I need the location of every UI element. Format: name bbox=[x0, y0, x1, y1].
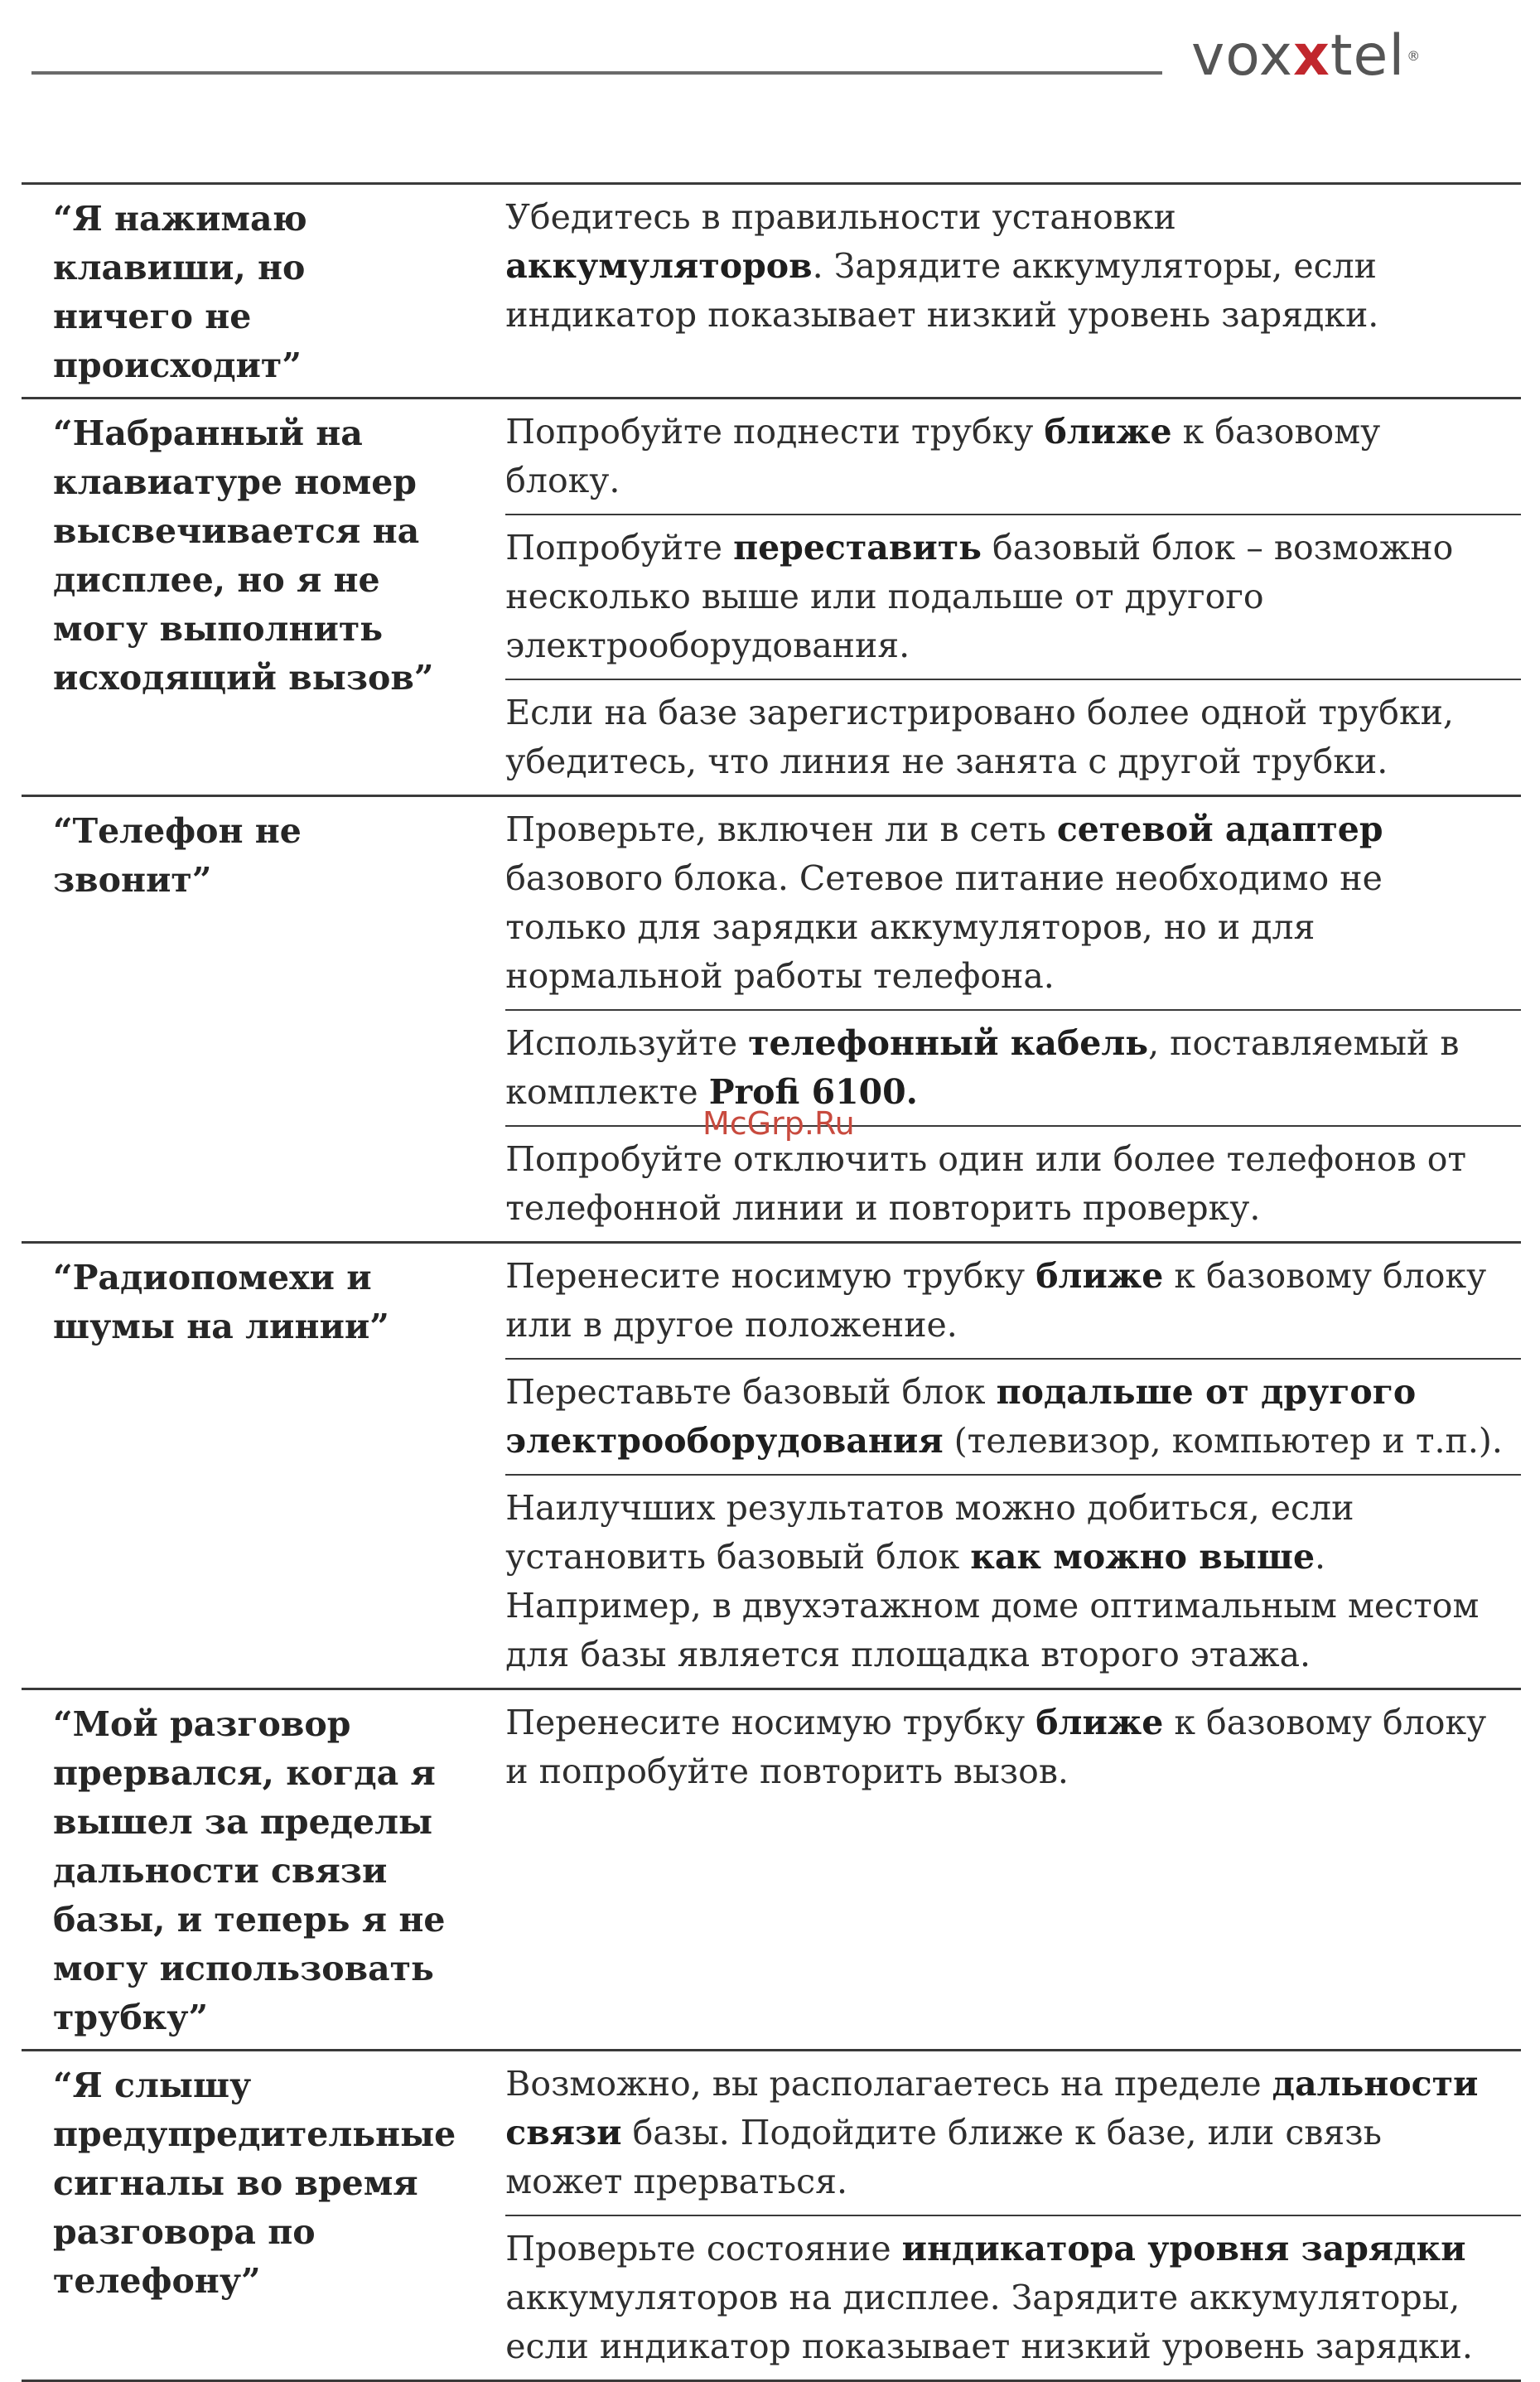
solution-text: Попробуйте поднести трубку bbox=[505, 412, 1045, 452]
solution-text: Убедитесь в правильности установки bbox=[505, 197, 1176, 237]
solution-emphasis: переставить bbox=[733, 528, 982, 568]
solution-cell bbox=[505, 1126, 1521, 1243]
table-row bbox=[22, 1689, 1521, 2051]
solution-text: . Зарядите аккумуляторы, если индикатор показывает низкий уровень зарядки. bbox=[505, 246, 1379, 335]
solution-text: , поставляемый в комплекте bbox=[505, 1023, 1460, 1112]
solution-text: Перенесите носимую трубку bbox=[505, 1703, 1036, 1742]
problem-cell: “Телефон не звонит” bbox=[53, 811, 302, 900]
solution-text: Возможно, вы располагаетесь на пределе bbox=[505, 2064, 1272, 2104]
solution-text: к базовому блоку. bbox=[505, 412, 1381, 500]
logo-text-pre: vox bbox=[1191, 22, 1293, 89]
solution-text: Перенесите носимую трубку bbox=[505, 1256, 1036, 1296]
solution-text: (телевизор, компьютер и т.п.). bbox=[943, 1421, 1503, 1461]
table-row bbox=[22, 184, 1521, 399]
solution-text: к базовому блоку или в другое положение. bbox=[505, 1256, 1487, 1345]
table-row bbox=[22, 2051, 1521, 2216]
solution-emphasis: ближе bbox=[1044, 412, 1172, 452]
solution-cell bbox=[505, 399, 1521, 515]
solution-cell bbox=[505, 796, 1521, 1011]
solution-cell bbox=[505, 515, 1521, 679]
solution-emphasis: дальности связи bbox=[505, 2064, 1479, 2152]
solution-cell bbox=[505, 1359, 1521, 1475]
problem-cell: “Набранный на клавиатуре номер высвечивается на дисплее, но я не могу выполнить исходящий вызов” bbox=[53, 413, 434, 698]
solution-emphasis: индикатора уровня зарядки bbox=[901, 2229, 1466, 2268]
problem-cell: “Я нажимаю клавиши, но ничего не происходит” bbox=[53, 199, 307, 385]
solution-cell bbox=[505, 1010, 1521, 1126]
troubleshooting-table bbox=[22, 182, 1521, 2380]
solution-text: Попробуйте отключить один или более телефонов от телефонной линии и повторить проверку. bbox=[505, 1139, 1467, 1228]
registered-mark: ® bbox=[1407, 47, 1422, 64]
table-body bbox=[22, 184, 1521, 2380]
solution-emphasis: телефонный кабель bbox=[748, 1023, 1149, 1063]
solution-cell bbox=[505, 1243, 1521, 1360]
solution-emphasis: ближе bbox=[1036, 1703, 1164, 1742]
solution-text: базового блока. Сетевое питание необходимо не только для зарядки аккумуляторов, но и для нормальной работы телефона. bbox=[505, 858, 1383, 996]
solution-text: аккумуляторов на дисплее. Зарядите аккумуляторы, если индикатор показывает низкий уровень зарядки. bbox=[505, 2278, 1473, 2366]
problem-cell: “Я слышу предупредительные сигналы во время разговора по телефону” bbox=[53, 2066, 456, 2301]
solution-text: Переставьте базовый блок bbox=[505, 1372, 997, 1412]
brand-logo bbox=[1191, 18, 1421, 93]
solution-text: Используйте bbox=[505, 1023, 749, 1063]
problem-cell: “Радиопомехи и шумы на линии” bbox=[53, 1258, 389, 1346]
header-rule bbox=[31, 71, 1162, 75]
table-row bbox=[22, 796, 1521, 1011]
solution-cell bbox=[505, 184, 1521, 399]
solution-text: . Например, в двухэтажном доме оптимальным местом для базы является площадка второго этажа. bbox=[505, 1537, 1480, 1674]
logo-text-post: tel bbox=[1330, 22, 1406, 89]
solution-cell bbox=[505, 2051, 1521, 2216]
solution-cell bbox=[505, 1689, 1521, 2051]
solution-emphasis: сетевой адаптер bbox=[1056, 809, 1383, 849]
watermark: McGrp.Ru bbox=[702, 1105, 855, 1142]
solution-text: Наилучших результатов можно добиться, если установить базовый блок bbox=[505, 1488, 1354, 1577]
solution-text: Если на базе зарегистрировано более одной трубки, убедитесь, что линия не занята с другой трубки. bbox=[505, 693, 1454, 781]
solution-cell bbox=[505, 1475, 1521, 1689]
solution-cell bbox=[505, 679, 1521, 796]
solution-emphasis: ближе bbox=[1036, 1256, 1164, 1296]
solution-text: Проверьте, включен ли в сеть bbox=[505, 809, 1057, 849]
solution-emphasis: подальше от другого электрооборудования bbox=[505, 1372, 1417, 1461]
table-row bbox=[22, 399, 1521, 515]
solution-cell bbox=[505, 2215, 1521, 2380]
solution-text: к базовому блоку и попробуйте повторить вызов. bbox=[505, 1703, 1487, 1791]
solution-text: базовый блок – возможно несколько выше или подальше от другого электрооборудования. bbox=[505, 528, 1454, 665]
solution-emphasis: как можно выше bbox=[970, 1537, 1316, 1577]
solution-emphasis: Profi 6100. bbox=[708, 1072, 918, 1112]
logo-x-mark: x bbox=[1293, 22, 1330, 89]
problem-cell: “Мой разговор прервался, когда я вышел за пределы дальности связи базы, и теперь я не могу использовать трубку” bbox=[53, 1704, 446, 2037]
solution-text: Проверьте состояние bbox=[505, 2229, 902, 2268]
solution-text: Попробуйте bbox=[505, 528, 734, 568]
solution-text: базы. Подойдите ближе к базе, или связь может прерваться. bbox=[505, 2113, 1382, 2201]
table-row bbox=[22, 1243, 1521, 1360]
solution-emphasis: аккумуляторов bbox=[505, 246, 813, 286]
